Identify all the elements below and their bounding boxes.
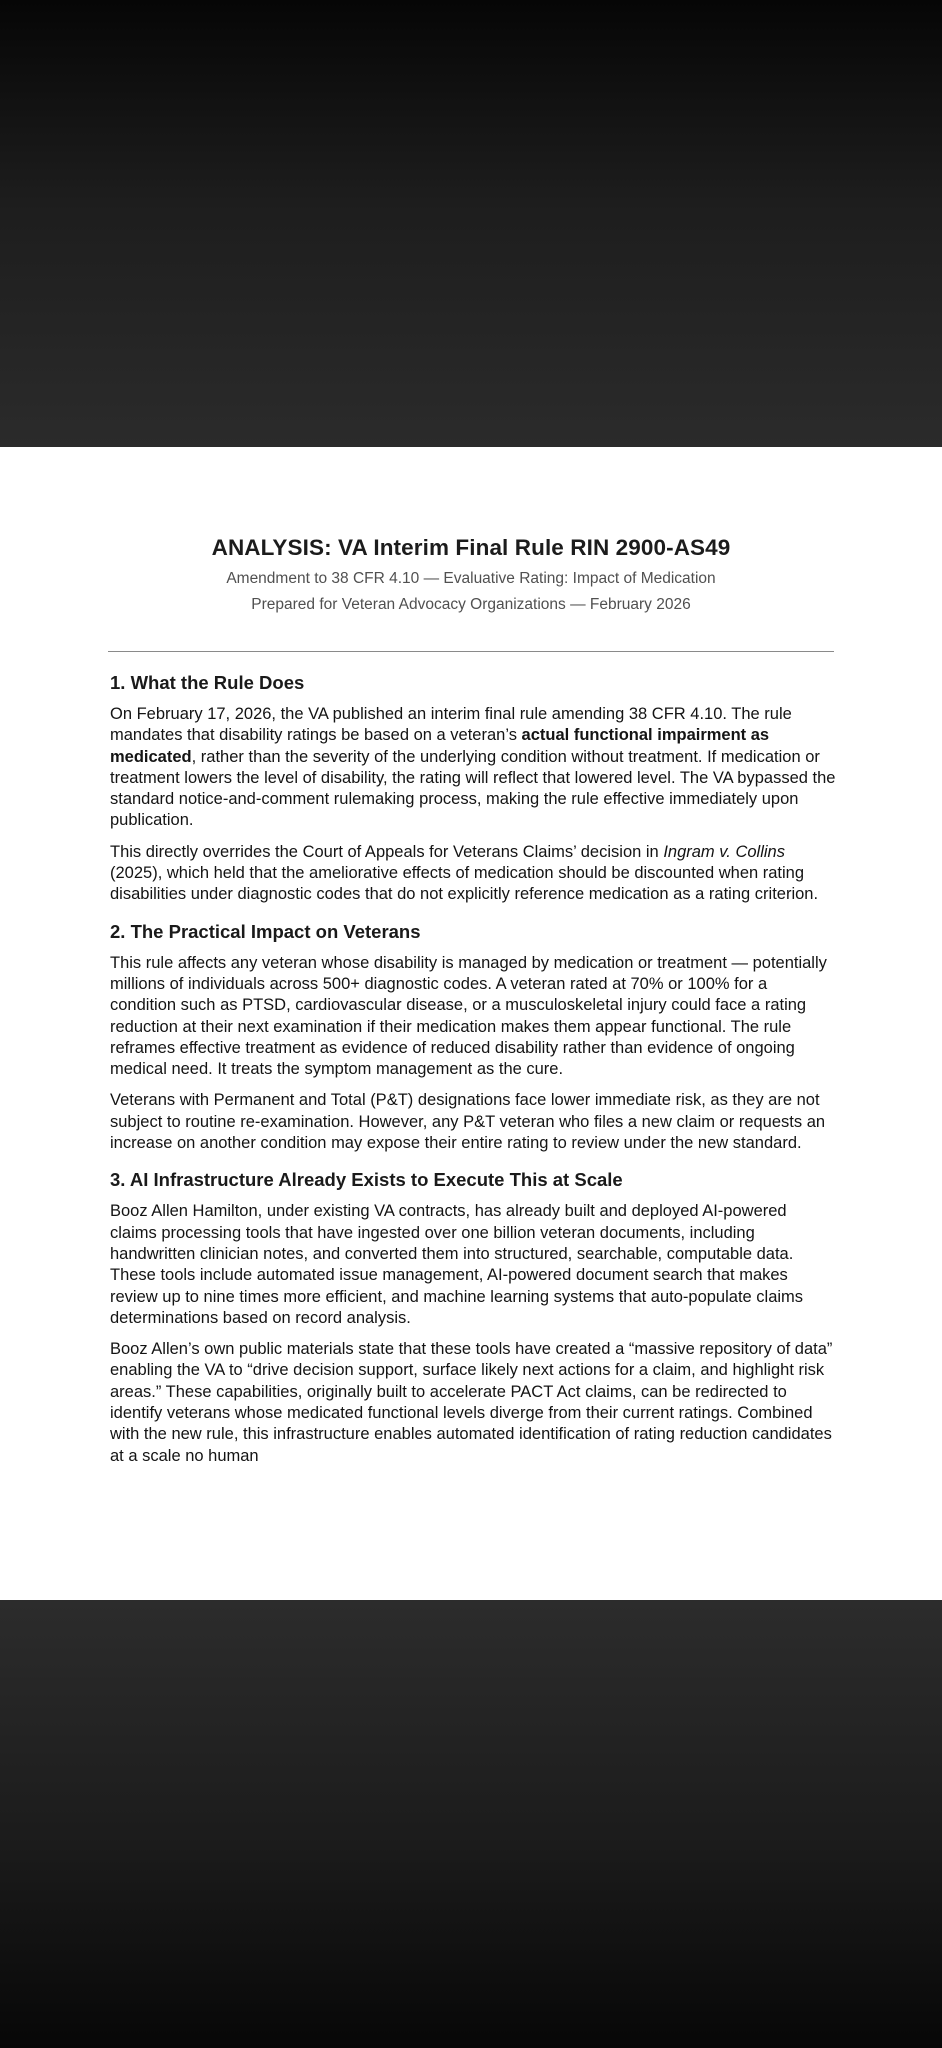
paragraph-text: , rather than the severity of the underlying condition without treatment. If medication or treatment lowers the level of disability, the rating will reflect that lowered level. The VA bypassed the standard notice-and-comment rulemaking process, making the rule effective immediately upon publication. bbox=[110, 747, 836, 830]
section-heading: 2. The Practical Impact on Veterans bbox=[110, 920, 421, 942]
document-body bbox=[110, 671, 836, 1477]
paragraph: Booz Allen’s own public materials state that these tools have created a “massive repository of data” enabling the VA to “drive decision support, surface likely next actions for a claim, and highlight risk areas.” These capabilities, originally built to accelerate PACT Act claims, can be redirected to identify veterans whose medicated functional levels diverge from their current ratings. Combined with the new rule, this infrastructure enables automated identification of rating reduction candidates at a scale no human bbox=[110, 1340, 833, 1465]
document-subtitle-prepared-for: Prepared for Veteran Advocacy Organizations — February 2026 bbox=[251, 596, 691, 613]
section-practical-impact bbox=[110, 920, 836, 1155]
document-page bbox=[0, 447, 942, 1600]
paragraph: This rule affects any veteran whose disability is managed by medication or treatment — potentially millions of individuals across 500+ diagnostic codes. A veteran rated at 70% or 100% for a condition such as PTSD, cardiovascular disease, or a musculoskeletal injury could face a rating reduction at their next examination if their medication makes them appear functional. The rule reframes effective treatment as evidence of reduced disability rather than evidence of ongoing medical need. It treats the symptom management as the cure. bbox=[110, 953, 827, 1079]
paragraph-text: (2025), which held that the ameliorative effects of medication should be discounted when rating disabilities under diagnostic codes that do not explicitly reference medication as a rating criterion. bbox=[110, 864, 819, 904]
document-title: ANALYSIS: VA Interim Final Rule RIN 2900-AS49 bbox=[211, 535, 731, 560]
paragraph-text: This directly overrides the Court of Appeals for Veterans Claims’ decision in bbox=[110, 842, 664, 861]
paragraph bbox=[110, 842, 836, 906]
paragraph bbox=[110, 704, 836, 832]
emphasis-bold: actual functional impairment as medicated bbox=[110, 726, 770, 766]
paragraph-text: On February 17, 2026, the VA published an interim final rule amending 38 CFR 4.10. The rule mandates that disability ratings be based on a veteran’s bbox=[110, 705, 792, 745]
section-heading: 3. AI Infrastructure Already Exists to Execute This at Scale bbox=[110, 1169, 623, 1191]
document-subtitle-amendment: Amendment to 38 CFR 4.10 — Evaluative Rating: Impact of Medication bbox=[226, 570, 716, 587]
section-ai-infrastructure bbox=[110, 1168, 836, 1467]
top-dark-band bbox=[0, 0, 942, 447]
bottom-dark-band bbox=[0, 1600, 942, 2048]
case-name-italic: Ingram v. Collins bbox=[663, 842, 785, 861]
section-what-the-rule-does bbox=[110, 671, 836, 906]
header-divider bbox=[108, 651, 834, 652]
section-heading: 1. What the Rule Does bbox=[110, 672, 305, 693]
paragraph: Veterans with Permanent and Total (P&T) designations face lower immediate risk, as they are not subject to routine re-examination. However, any P&T veteran who files a new claim or requests an increase on another condition may expose their entire rating to review under the new standard. bbox=[110, 1091, 826, 1153]
paragraph: Booz Allen Hamilton, under existing VA contracts, has already built and deployed AI-powered claims processing tools that have ingested over one billion veteran documents, including handwritten clinician notes, and converted them into structured, searchable, computable data. These tools include automated issue management, AI-powered document search that makes review up to nine times more efficient, and machine learning systems that auto-populate claims determinations based on record analysis. bbox=[110, 1202, 804, 1327]
